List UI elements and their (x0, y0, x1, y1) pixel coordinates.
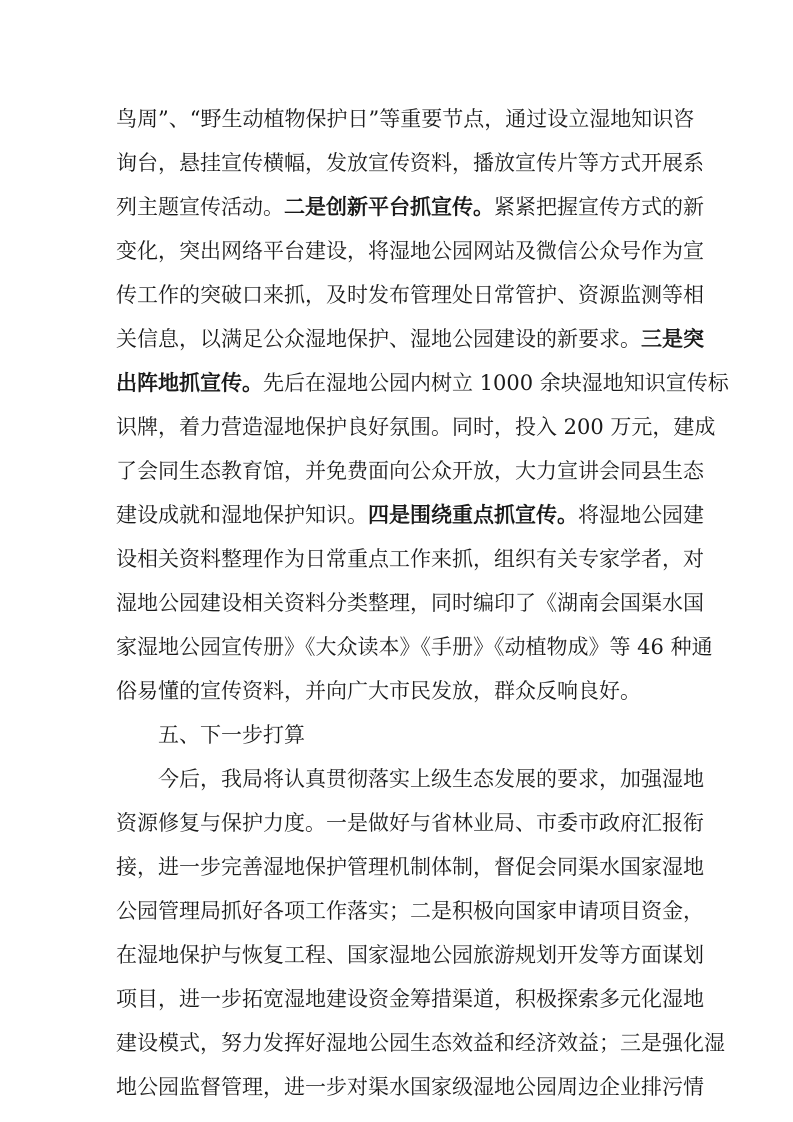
paragraph-line: 建设模式，努力发挥好湿地公园生态效益和经济效益；三是强化湿 (116, 1031, 725, 1055)
paragraph-line (116, 501, 704, 529)
paragraph-line: 今后，我局将认真贯彻落实上级生态发展的要求，加强湿地 (158, 767, 704, 791)
paragraph-line (116, 369, 729, 397)
paragraph-line (116, 193, 704, 221)
paragraph-line: 资源修复与保护力度。一是做好与省林业局、市委市政府汇报衔 (116, 811, 704, 835)
paragraph-line (116, 325, 704, 353)
paragraph-line: 鸟周”、“野生动植物保护日”等重要节点，通过设立湿地知识咨 (116, 107, 695, 131)
bold-subheading: 三是突 (641, 327, 704, 351)
paragraph-line: 在湿地保护与恢复工程、国家湿地公园旅游规划开发等方面谋划 (116, 943, 704, 967)
paragraph-line: 地公园监督管理，进一步对渠水国家级湿地公园周边企业排污情 (116, 1075, 704, 1099)
paragraph-text: 关信息，以满足公众湿地保护、湿地公园建设的新要求。 (116, 327, 641, 351)
paragraph-line: 俗易懂的宣传资料，并向广大市民发放，群众反响良好。 (116, 679, 641, 703)
paragraph-line: 了会同生态教育馆，并免费面向公众开放，大力宣讲会同县生态 (116, 459, 704, 483)
paragraph-text: 紧紧把握宣传方式的新 (494, 195, 704, 219)
paragraph-text: 将湿地公园建 (578, 503, 704, 527)
bold-subheading: 二是创新平台抓宣传。 (284, 195, 494, 219)
paragraph-text: 建设成就和湿地保护知识。 (116, 503, 368, 527)
paragraph-text: 先后在湿地公园内树立 1000 余块湿地知识宣传标 (263, 371, 729, 395)
paragraph-line: 公园管理局抓好各项工作落实；二是积极向国家申请项目资金， (116, 899, 704, 923)
paragraph-line: 湿地公园建设相关资料分类整理，同时编印了《湖南会国渠水国 (116, 591, 704, 615)
bold-subheading: 出阵地抓宣传。 (116, 371, 263, 395)
paragraph-line: 家湿地公园宣传册》《大众读本》《手册》《动植物成》等 46 种通 (116, 635, 713, 659)
paragraph-line: 接，进一步完善湿地保护管理机制体制，督促会同渠水国家湿地 (116, 855, 704, 879)
paragraph-text: 列主题宣传活动。 (116, 195, 284, 219)
section-heading: 五、下一步打算 (158, 723, 305, 747)
paragraph-line: 传工作的突破口来抓，及时发布管理处日常管护、资源监测等相 (116, 283, 704, 307)
paragraph-line: 项目，进一步拓宽湿地建设资金筹措渠道，积极探索多元化湿地 (116, 987, 704, 1011)
paragraph-line: 设相关资料整理作为日常重点工作来抓，组织有关专家学者，对 (116, 547, 704, 571)
bold-subheading: 四是围绕重点抓宣传。 (368, 503, 578, 527)
paragraph-line: 识牌，着力营造湿地保护良好氛围。同时，投入 200 万元，建成 (116, 415, 716, 439)
paragraph-line: 询台，悬挂宣传横幅，发放宣传资料，播放宣传片等方式开展系 (116, 151, 704, 175)
paragraph-line: 变化，突出网络平台建设，将湿地公园网站及微信公众号作为宣 (116, 239, 704, 263)
